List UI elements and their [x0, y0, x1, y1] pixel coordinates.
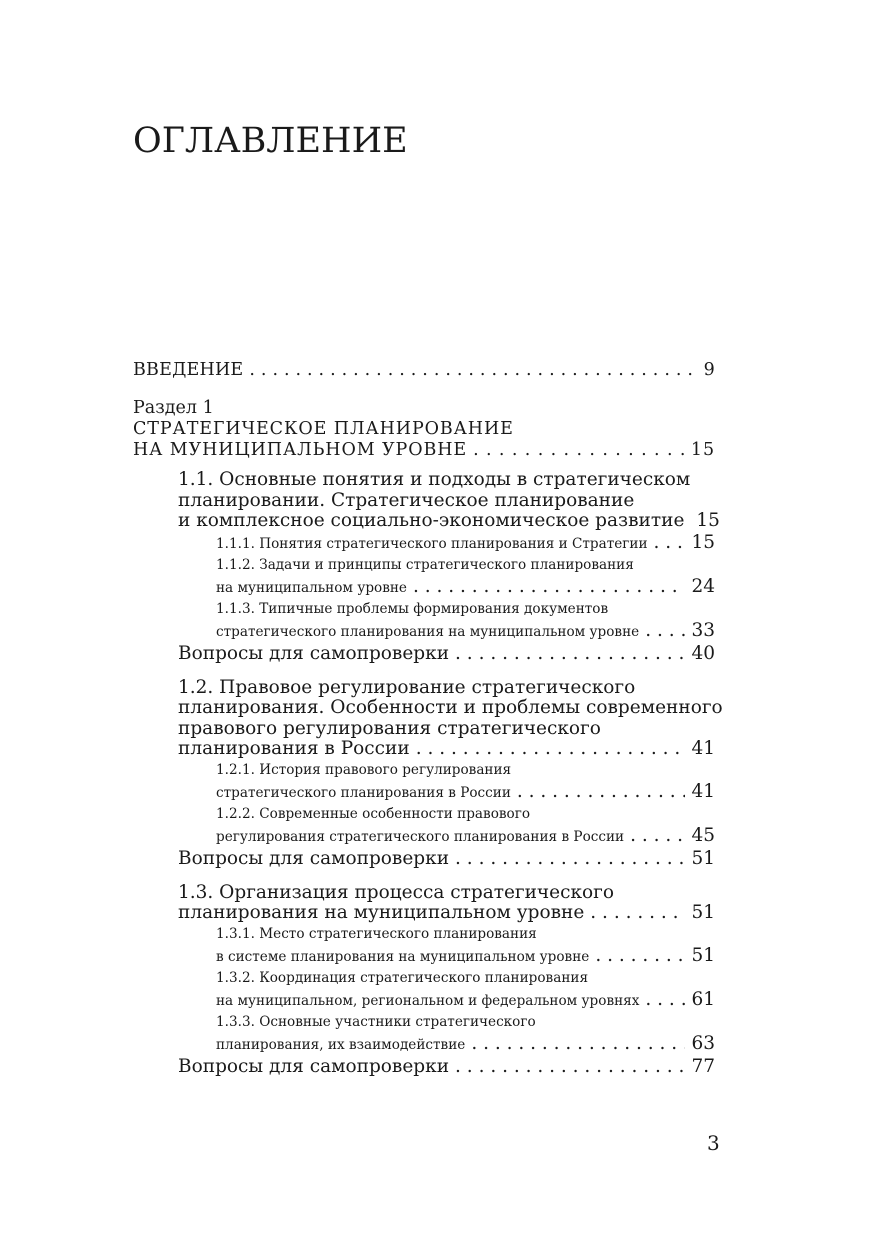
toc-page-number: 15 [691, 531, 715, 553]
toc-page-number: 33 [691, 619, 715, 641]
toc-page-number: 45 [691, 824, 715, 846]
subchapter-title-line: на муниципальном уровне [216, 579, 407, 596]
subchapter-title-line: 1.1.3. Типичные проблемы формирования документов [216, 600, 609, 617]
section-title-line: СТРАТЕГИЧЕСКОЕ ПЛАНИРОВАНИЕ [133, 419, 514, 439]
chapter-title-line: 1.3. Организация процесса стратегического [178, 881, 615, 903]
subchapter-title-line: планирования, их взаимодействие [216, 1036, 466, 1053]
dot-leader [630, 825, 685, 846]
toc-page-number: 15 [696, 510, 720, 531]
dot-leader [473, 440, 685, 461]
section-label: Раздел 1 [133, 398, 214, 418]
toc-entry-1-3[interactable] [178, 883, 715, 924]
toc-entry-1-2-1[interactable] [216, 760, 715, 804]
chapter-title-line: планирования в России [178, 738, 410, 759]
toc-entry-intro[interactable] [133, 360, 715, 381]
toc-entry-questions-1-3[interactable] [178, 1056, 715, 1077]
dot-leader [654, 532, 686, 553]
toc-page-number: 51 [691, 944, 715, 966]
page-title: ОГЛАВЛЕНИЕ [133, 121, 408, 161]
toc-page-number: 15 [690, 440, 715, 460]
toc-entry-1-1[interactable] [178, 469, 720, 532]
subchapter-title-line: стратегического планирования в России [216, 784, 511, 801]
dot-leader [645, 620, 685, 641]
chapter-title-line: 1.1. Основные понятия и подходы в стратегическом [178, 469, 691, 490]
toc-entry-1-2-2[interactable] [216, 804, 715, 848]
questions-label: Вопросы для самопроверки [178, 1055, 450, 1077]
chapter-title-line: планирования на муниципальном уровне [178, 902, 585, 923]
chapter-title-line: планировании. Стратегическое планирование [178, 489, 635, 511]
toc-page-number: 41 [691, 738, 715, 759]
subchapter-title-line: 1.2.2. Современные особенности правового [216, 805, 531, 822]
toc-page-number: 51 [691, 847, 715, 869]
toc-entry-questions-1-1[interactable] [178, 643, 715, 664]
chapter-title-line: и комплексное социально-экономическое развитие [178, 510, 685, 531]
toc-entry-1-2[interactable] [178, 676, 723, 760]
questions-label: Вопросы для самопроверки [178, 847, 450, 869]
toc-entry-1-1-2[interactable] [216, 555, 715, 599]
dot-leader [595, 945, 685, 966]
dot-leader [455, 848, 685, 869]
questions-label: Вопросы для самопроверки [178, 642, 450, 664]
toc-entry-1-3-1[interactable] [216, 924, 715, 968]
toc-entry-1-3-3[interactable] [216, 1012, 715, 1056]
dot-leader [590, 903, 685, 924]
toc-page-number: 77 [691, 1055, 715, 1077]
toc-page-number: 24 [691, 575, 715, 597]
table-of-contents [133, 360, 723, 1077]
subchapter-title-line: на муниципальном, региональном и федеральном уровнях [216, 992, 640, 1009]
chapter-title-line: планирования. Особенности и проблемы современного [178, 697, 723, 718]
toc-page-number: 40 [691, 642, 715, 664]
dot-leader [249, 360, 697, 381]
subchapter-title: 1.1.1. Понятия стратегического планирования и Стратегии [216, 535, 648, 552]
chapter-title-line: 1.2. Правовое регулирование стратегического [178, 676, 636, 698]
dot-leader [413, 576, 685, 597]
dot-leader [455, 1056, 685, 1077]
toc-entry-1-1-1[interactable] [216, 532, 715, 555]
dot-leader [416, 739, 686, 760]
toc-page-number: 63 [691, 1032, 715, 1054]
subchapter-title-line: 1.2.1. История правового регулирования [216, 761, 512, 778]
subchapter-title-line: 1.1.2. Задачи и принципы стратегического планирования [216, 556, 634, 573]
subchapter-title-line: регулирования стратегического планирования в России [216, 828, 625, 845]
subchapter-title-line: стратегического планирования на муниципальном уровне [216, 623, 640, 640]
dot-leader [471, 1033, 685, 1054]
subchapter-title-line: 1.3.1. Место стратегического планирования [216, 925, 537, 942]
toc-page-number: 51 [691, 902, 715, 923]
toc-entry-section-1[interactable] [133, 419, 715, 461]
toc-entry-1-3-2[interactable] [216, 968, 715, 1012]
toc-entry-questions-1-2[interactable] [178, 848, 715, 869]
toc-page-number: 41 [691, 780, 715, 802]
dot-leader [455, 643, 685, 664]
dot-leader [517, 781, 686, 802]
section-title-line: НА МУНИЦИПАЛЬНОМ УРОВНЕ [133, 440, 468, 460]
toc-page-number: 9 [703, 360, 715, 380]
toc-entry-label: ВВЕДЕНИЕ [133, 360, 244, 380]
subchapter-title-line: 1.3.2. Координация стратегического планирования [216, 969, 589, 986]
dot-leader [645, 989, 685, 1010]
chapter-title-line: правового регулирования стратегического [178, 717, 601, 739]
subchapter-title-line: 1.3.3. Основные участники стратегического [216, 1013, 536, 1030]
toc-entry-1-1-3[interactable] [216, 599, 715, 643]
page-number: 3 [707, 1131, 720, 1155]
subchapter-title-line: в системе планирования на муниципальном уровне [216, 948, 590, 965]
toc-page-number: 61 [691, 988, 715, 1010]
